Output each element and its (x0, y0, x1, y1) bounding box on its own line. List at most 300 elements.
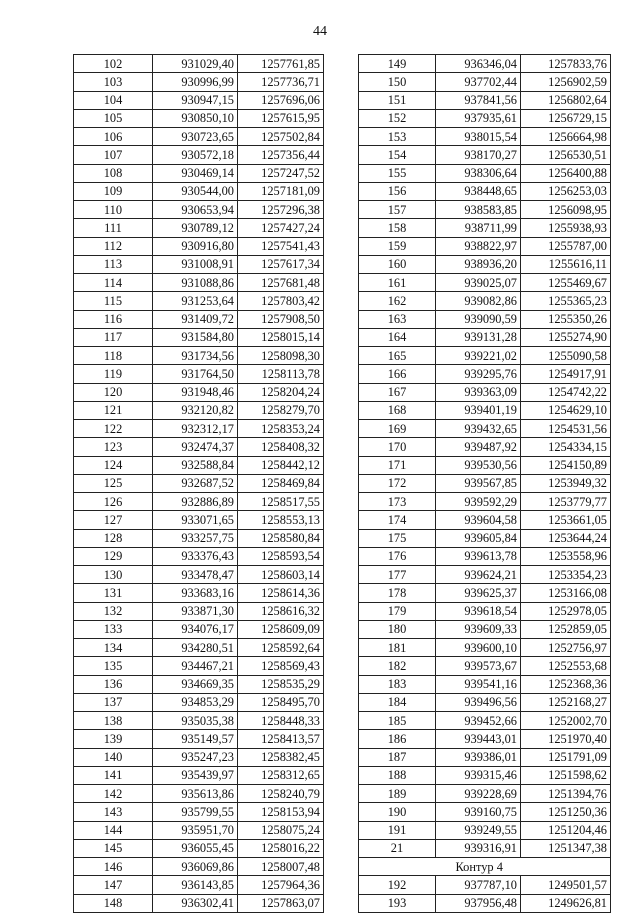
x-coordinate-cell: 932588,84 (153, 456, 238, 474)
y-coordinate-cell: 1256664,98 (521, 128, 611, 146)
y-coordinate-cell: 1256729,15 (521, 109, 611, 127)
table-row (359, 73, 611, 91)
point-number-cell: 193 (359, 894, 436, 912)
point-number-cell: 146 (74, 858, 153, 876)
y-coordinate-cell: 1258015,14 (238, 328, 324, 346)
y-coordinate-cell: 1258609,09 (238, 620, 324, 638)
point-number-cell: 162 (359, 292, 436, 310)
y-coordinate-cell: 1254531,56 (521, 420, 611, 438)
point-number-cell: 155 (359, 164, 436, 182)
x-coordinate-cell: 939609,33 (436, 620, 521, 638)
point-number-cell: 189 (359, 785, 436, 803)
point-number-cell: 152 (359, 109, 436, 127)
point-number-cell: 183 (359, 675, 436, 693)
table-row (74, 529, 324, 547)
x-coordinate-cell: 935799,55 (153, 803, 238, 821)
y-coordinate-cell: 1252553,68 (521, 657, 611, 675)
point-number-cell: 161 (359, 274, 436, 292)
table-row (74, 712, 324, 730)
point-number-cell: 167 (359, 383, 436, 401)
table-row (359, 547, 611, 565)
point-number-cell: 153 (359, 128, 436, 146)
x-coordinate-cell: 934076,17 (153, 620, 238, 638)
y-coordinate-cell: 1251250,36 (521, 803, 611, 821)
point-number-cell: 165 (359, 347, 436, 365)
y-coordinate-cell: 1251970,40 (521, 730, 611, 748)
table-row (359, 91, 611, 109)
table-row (74, 748, 324, 766)
x-coordinate-cell: 939625,37 (436, 584, 521, 602)
table-row (359, 693, 611, 711)
y-coordinate-cell: 1257833,76 (521, 55, 611, 73)
table-row (359, 347, 611, 365)
table-row (74, 566, 324, 584)
y-coordinate-cell: 1258569,43 (238, 657, 324, 675)
x-coordinate-cell: 932474,37 (153, 438, 238, 456)
table-row (359, 55, 611, 73)
point-number-cell: 112 (74, 237, 153, 255)
table-row (74, 602, 324, 620)
y-coordinate-cell: 1257908,50 (238, 310, 324, 328)
point-number-cell: 125 (74, 474, 153, 492)
x-coordinate-cell: 931008,91 (153, 255, 238, 273)
y-coordinate-cell: 1258075,24 (238, 821, 324, 839)
y-coordinate-cell: 1258616,32 (238, 602, 324, 620)
point-number-cell: 144 (74, 821, 153, 839)
y-coordinate-cell: 1258312,65 (238, 766, 324, 784)
point-number-cell: 159 (359, 237, 436, 255)
x-coordinate-cell: 939221,02 (436, 347, 521, 365)
y-coordinate-cell: 1254917,91 (521, 365, 611, 383)
table-row (359, 201, 611, 219)
y-coordinate-cell: 1252002,70 (521, 712, 611, 730)
point-number-cell: 136 (74, 675, 153, 693)
y-coordinate-cell: 1252168,27 (521, 693, 611, 711)
point-number-cell: 186 (359, 730, 436, 748)
x-coordinate-cell: 939443,01 (436, 730, 521, 748)
y-coordinate-cell: 1251394,76 (521, 785, 611, 803)
table-row (359, 420, 611, 438)
y-coordinate-cell: 1256802,64 (521, 91, 611, 109)
point-number-cell: 130 (74, 566, 153, 584)
point-number-cell: 121 (74, 401, 153, 419)
y-coordinate-cell: 1256253,03 (521, 182, 611, 200)
x-coordinate-cell: 937841,56 (436, 91, 521, 109)
x-coordinate-cell: 939605,84 (436, 529, 521, 547)
x-coordinate-cell: 939090,59 (436, 310, 521, 328)
y-coordinate-cell: 1253949,32 (521, 474, 611, 492)
table-row (359, 584, 611, 602)
point-number-cell: 188 (359, 766, 436, 784)
table-row (74, 73, 324, 91)
table-row (359, 730, 611, 748)
point-number-cell: 170 (359, 438, 436, 456)
point-number-cell: 164 (359, 328, 436, 346)
table-row (74, 511, 324, 529)
x-coordinate-cell: 937702,44 (436, 73, 521, 91)
table-row (74, 730, 324, 748)
point-number-cell: 133 (74, 620, 153, 638)
y-coordinate-cell: 1257356,44 (238, 146, 324, 164)
x-coordinate-cell: 939530,56 (436, 456, 521, 474)
y-coordinate-cell: 1257181,09 (238, 182, 324, 200)
point-number-cell: 185 (359, 712, 436, 730)
table-row (74, 803, 324, 821)
y-coordinate-cell: 1258442,12 (238, 456, 324, 474)
table-row (74, 164, 324, 182)
point-number-cell: 147 (74, 876, 153, 894)
y-coordinate-cell: 1252368,36 (521, 675, 611, 693)
table-row (359, 274, 611, 292)
x-coordinate-cell: 933257,75 (153, 529, 238, 547)
y-coordinate-cell: 1251347,38 (521, 839, 611, 857)
table-row (74, 274, 324, 292)
table-row (359, 292, 611, 310)
point-number-cell: 154 (359, 146, 436, 164)
table-row (359, 456, 611, 474)
y-coordinate-cell: 1254742,22 (521, 383, 611, 401)
x-coordinate-cell: 933071,65 (153, 511, 238, 529)
table-row (74, 456, 324, 474)
x-coordinate-cell: 939541,16 (436, 675, 521, 693)
x-coordinate-cell: 939613,78 (436, 547, 521, 565)
x-coordinate-cell: 932120,82 (153, 401, 238, 419)
point-number-cell: 158 (359, 219, 436, 237)
table-row (359, 675, 611, 693)
point-number-cell: 118 (74, 347, 153, 365)
point-number-cell: 126 (74, 493, 153, 511)
table-row (359, 164, 611, 182)
x-coordinate-cell: 939600,10 (436, 639, 521, 657)
y-coordinate-cell: 1257696,06 (238, 91, 324, 109)
table-row (74, 657, 324, 675)
point-number-cell: 151 (359, 91, 436, 109)
y-coordinate-cell: 1257964,36 (238, 876, 324, 894)
table-row (359, 474, 611, 492)
point-number-cell: 187 (359, 748, 436, 766)
x-coordinate-cell: 930850,10 (153, 109, 238, 127)
point-number-cell: 142 (74, 785, 153, 803)
table-row (74, 876, 324, 894)
table-row (74, 639, 324, 657)
y-coordinate-cell: 1253558,96 (521, 547, 611, 565)
y-coordinate-cell: 1258153,94 (238, 803, 324, 821)
x-coordinate-cell: 930789,12 (153, 219, 238, 237)
x-coordinate-cell: 939025,07 (436, 274, 521, 292)
point-number-cell: 137 (74, 693, 153, 711)
y-coordinate-cell: 1256098,95 (521, 201, 611, 219)
x-coordinate-cell: 933376,43 (153, 547, 238, 565)
point-number-cell: 173 (359, 493, 436, 511)
x-coordinate-cell: 938448,65 (436, 182, 521, 200)
x-coordinate-cell: 934853,29 (153, 693, 238, 711)
point-number-cell: 178 (359, 584, 436, 602)
point-number-cell: 138 (74, 712, 153, 730)
table-row (359, 602, 611, 620)
y-coordinate-cell: 1258517,55 (238, 493, 324, 511)
x-coordinate-cell: 933478,47 (153, 566, 238, 584)
x-coordinate-cell: 939496,56 (436, 693, 521, 711)
y-coordinate-cell: 1258098,30 (238, 347, 324, 365)
y-coordinate-cell: 1257863,07 (238, 894, 324, 912)
table-row (359, 383, 611, 401)
x-coordinate-cell: 930723,65 (153, 128, 238, 146)
y-coordinate-cell: 1258408,32 (238, 438, 324, 456)
y-coordinate-cell: 1253644,24 (521, 529, 611, 547)
point-number-cell: 169 (359, 420, 436, 438)
point-number-cell: 120 (74, 383, 153, 401)
table-row (359, 109, 611, 127)
x-coordinate-cell: 938170,27 (436, 146, 521, 164)
x-coordinate-cell: 938583,85 (436, 201, 521, 219)
point-number-cell: 141 (74, 766, 153, 784)
x-coordinate-cell: 931409,72 (153, 310, 238, 328)
x-coordinate-cell: 936055,45 (153, 839, 238, 857)
contour-header-spacer (359, 858, 436, 876)
x-coordinate-cell: 939131,28 (436, 328, 521, 346)
table-row (74, 675, 324, 693)
table-row (74, 91, 324, 109)
table-row (359, 511, 611, 529)
x-coordinate-cell: 935439,97 (153, 766, 238, 784)
x-coordinate-cell: 933683,16 (153, 584, 238, 602)
point-number-cell: 122 (74, 420, 153, 438)
y-coordinate-cell: 1255274,90 (521, 328, 611, 346)
y-coordinate-cell: 1255469,67 (521, 274, 611, 292)
y-coordinate-cell: 1255365,23 (521, 292, 611, 310)
table-row (359, 219, 611, 237)
y-coordinate-cell: 1258469,84 (238, 474, 324, 492)
point-number-cell: 180 (359, 620, 436, 638)
table-row (74, 128, 324, 146)
point-number-cell: 102 (74, 55, 153, 73)
table-row (74, 620, 324, 638)
point-number-cell: 184 (359, 693, 436, 711)
point-number-cell: 117 (74, 328, 153, 346)
x-coordinate-cell: 939592,29 (436, 493, 521, 511)
x-coordinate-cell: 936346,04 (436, 55, 521, 73)
point-number-cell: 166 (359, 365, 436, 383)
x-coordinate-cell: 939315,46 (436, 766, 521, 784)
table-row (74, 894, 324, 912)
x-coordinate-cell: 938306,64 (436, 164, 521, 182)
point-number-cell: 106 (74, 128, 153, 146)
table-row (359, 237, 611, 255)
table-row (74, 292, 324, 310)
x-coordinate-cell: 939363,09 (436, 383, 521, 401)
table-row (359, 748, 611, 766)
table-row (74, 474, 324, 492)
x-coordinate-cell: 936069,86 (153, 858, 238, 876)
x-coordinate-cell: 930916,80 (153, 237, 238, 255)
x-coordinate-cell: 939160,75 (436, 803, 521, 821)
y-coordinate-cell: 1258353,24 (238, 420, 324, 438)
x-coordinate-cell: 938015,54 (436, 128, 521, 146)
table-row (74, 310, 324, 328)
x-coordinate-cell: 939432,65 (436, 420, 521, 438)
y-coordinate-cell: 1257736,71 (238, 73, 324, 91)
y-coordinate-cell: 1255938,93 (521, 219, 611, 237)
y-coordinate-cell: 1258016,22 (238, 839, 324, 857)
y-coordinate-cell: 1258113,78 (238, 365, 324, 383)
x-coordinate-cell: 930544,00 (153, 182, 238, 200)
y-coordinate-cell: 1251204,46 (521, 821, 611, 839)
table-row (74, 401, 324, 419)
x-coordinate-cell: 930996,99 (153, 73, 238, 91)
x-coordinate-cell: 931764,50 (153, 365, 238, 383)
table-row (359, 803, 611, 821)
point-number-cell: 163 (359, 310, 436, 328)
x-coordinate-cell: 934467,21 (153, 657, 238, 675)
y-coordinate-cell: 1258495,70 (238, 693, 324, 711)
table-row (359, 712, 611, 730)
table-row (74, 255, 324, 273)
point-number-cell: 179 (359, 602, 436, 620)
y-coordinate-cell: 1258553,13 (238, 511, 324, 529)
y-coordinate-cell: 1257541,43 (238, 237, 324, 255)
y-coordinate-cell: 1258413,57 (238, 730, 324, 748)
x-coordinate-cell: 939604,58 (436, 511, 521, 529)
table-row (359, 365, 611, 383)
table-row (74, 420, 324, 438)
point-number-cell: 177 (359, 566, 436, 584)
y-coordinate-cell: 1255787,00 (521, 237, 611, 255)
table-row (74, 237, 324, 255)
point-number-cell: 105 (74, 109, 153, 127)
y-coordinate-cell: 1258592,64 (238, 639, 324, 657)
point-number-cell: 124 (74, 456, 153, 474)
x-coordinate-cell: 939082,86 (436, 292, 521, 310)
y-coordinate-cell: 1253166,08 (521, 584, 611, 602)
contour-label: Контур 4 (436, 858, 611, 876)
y-coordinate-cell: 1258603,14 (238, 566, 324, 584)
point-number-cell: 171 (359, 456, 436, 474)
table-row (359, 146, 611, 164)
table-row (74, 328, 324, 346)
x-coordinate-cell: 931088,86 (153, 274, 238, 292)
y-coordinate-cell: 1258580,84 (238, 529, 324, 547)
y-coordinate-cell: 1257427,24 (238, 219, 324, 237)
y-coordinate-cell: 1252978,05 (521, 602, 611, 620)
x-coordinate-cell: 939567,85 (436, 474, 521, 492)
y-coordinate-cell: 1255090,58 (521, 347, 611, 365)
table-row (359, 876, 611, 894)
point-number-cell: 104 (74, 91, 153, 109)
y-coordinate-cell: 1258614,36 (238, 584, 324, 602)
point-number-cell: 190 (359, 803, 436, 821)
x-coordinate-cell: 939316,91 (436, 839, 521, 857)
y-coordinate-cell: 1258279,70 (238, 401, 324, 419)
table-row (359, 620, 611, 638)
x-coordinate-cell: 935951,70 (153, 821, 238, 839)
point-number-cell: 115 (74, 292, 153, 310)
point-number-cell: 160 (359, 255, 436, 273)
point-number-cell: 114 (74, 274, 153, 292)
table-row (74, 201, 324, 219)
x-coordinate-cell: 934280,51 (153, 639, 238, 657)
table-row (74, 584, 324, 602)
y-coordinate-cell: 1256902,59 (521, 73, 611, 91)
table-row (359, 328, 611, 346)
y-coordinate-cell: 1257761,85 (238, 55, 324, 73)
point-number-cell: 128 (74, 529, 153, 547)
table-row (74, 219, 324, 237)
point-number-cell: 148 (74, 894, 153, 912)
point-number-cell: 103 (74, 73, 153, 91)
point-number-cell: 181 (359, 639, 436, 657)
table-row (359, 566, 611, 584)
point-number-cell: 175 (359, 529, 436, 547)
x-coordinate-cell: 939487,92 (436, 438, 521, 456)
table-row (359, 493, 611, 511)
point-number-cell: 110 (74, 201, 153, 219)
y-coordinate-cell: 1254150,89 (521, 456, 611, 474)
y-coordinate-cell: 1251791,09 (521, 748, 611, 766)
point-number-cell: 157 (359, 201, 436, 219)
x-coordinate-cell: 938711,99 (436, 219, 521, 237)
point-number-cell: 191 (359, 821, 436, 839)
table-row (74, 693, 324, 711)
x-coordinate-cell: 932886,89 (153, 493, 238, 511)
point-number-cell: 132 (74, 602, 153, 620)
table-row (359, 255, 611, 273)
point-number-cell: 192 (359, 876, 436, 894)
y-coordinate-cell: 1257247,52 (238, 164, 324, 182)
y-coordinate-cell: 1257502,84 (238, 128, 324, 146)
table-row (74, 858, 324, 876)
point-number-cell: 116 (74, 310, 153, 328)
x-coordinate-cell: 930469,14 (153, 164, 238, 182)
x-coordinate-cell: 939228,69 (436, 785, 521, 803)
table-row (359, 766, 611, 784)
x-coordinate-cell: 938822,97 (436, 237, 521, 255)
x-coordinate-cell: 931584,80 (153, 328, 238, 346)
point-number-cell: 111 (74, 219, 153, 237)
table-row (359, 839, 611, 857)
x-coordinate-cell: 930572,18 (153, 146, 238, 164)
point-number-cell: 139 (74, 730, 153, 748)
x-coordinate-cell: 935149,57 (153, 730, 238, 748)
page-number: 44 (313, 24, 327, 39)
table-row (74, 347, 324, 365)
table-row (359, 182, 611, 200)
point-number-cell: 150 (359, 73, 436, 91)
point-number-cell: 131 (74, 584, 153, 602)
y-coordinate-cell: 1252859,05 (521, 620, 611, 638)
y-coordinate-cell: 1254629,10 (521, 401, 611, 419)
y-coordinate-cell: 1249501,57 (521, 876, 611, 894)
point-number-cell: 149 (359, 55, 436, 73)
y-coordinate-cell: 1251598,62 (521, 766, 611, 784)
y-coordinate-cell: 1257803,42 (238, 292, 324, 310)
y-coordinate-cell: 1253661,05 (521, 511, 611, 529)
x-coordinate-cell: 937935,61 (436, 109, 521, 127)
y-coordinate-cell: 1254334,15 (521, 438, 611, 456)
table-row (74, 821, 324, 839)
x-coordinate-cell: 931029,40 (153, 55, 238, 73)
point-number-cell: 107 (74, 146, 153, 164)
y-coordinate-cell: 1258382,45 (238, 748, 324, 766)
x-coordinate-cell: 939401,19 (436, 401, 521, 419)
point-number-cell: 109 (74, 182, 153, 200)
x-coordinate-cell: 939624,21 (436, 566, 521, 584)
table-row (359, 785, 611, 803)
point-number-cell: 140 (74, 748, 153, 766)
point-number-cell: 145 (74, 839, 153, 857)
table-row (359, 128, 611, 146)
x-coordinate-cell: 935247,23 (153, 748, 238, 766)
table-row (74, 547, 324, 565)
